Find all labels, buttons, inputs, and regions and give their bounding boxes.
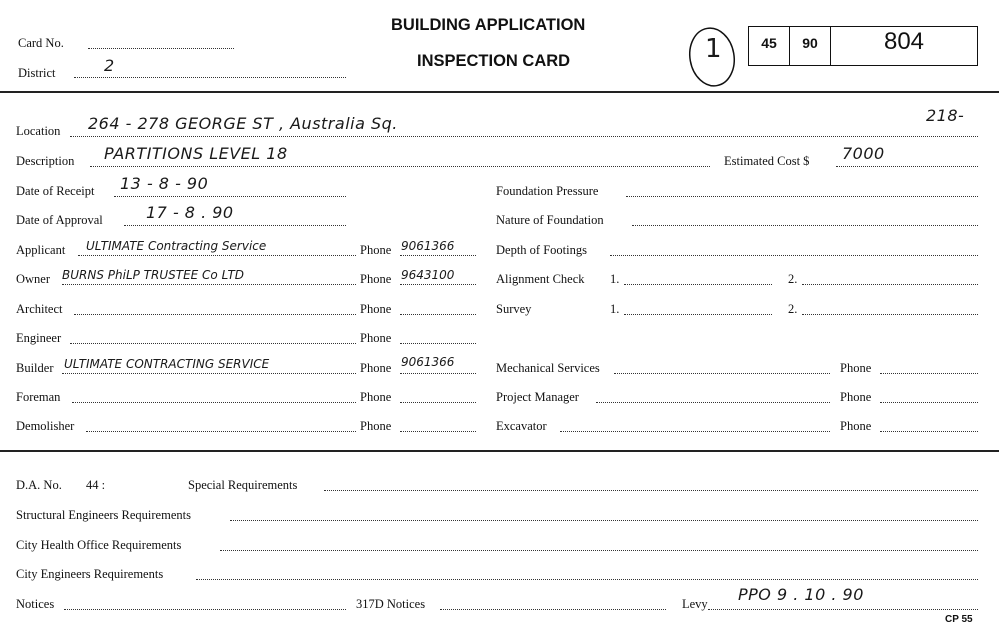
ref-box-b-value: 90 xyxy=(802,35,818,51)
notices-field[interactable] xyxy=(64,609,346,610)
notices-317d-field[interactable] xyxy=(440,609,666,610)
da-no-label: D.A. No. xyxy=(16,478,62,492)
builder-phone-label: Phone xyxy=(360,361,392,375)
levy-label: Levy xyxy=(682,597,708,611)
circled-number: 1 xyxy=(705,34,723,64)
title-line2: INSPECTION CARD xyxy=(417,52,571,70)
estimated-cost-field[interactable] xyxy=(836,166,978,167)
mechanical-phone-label: Phone xyxy=(840,361,872,375)
survey-field-2[interactable] xyxy=(802,314,978,315)
location-label: Location xyxy=(16,124,61,138)
special-requirements-field[interactable] xyxy=(324,490,978,491)
excavator-phone-label: Phone xyxy=(840,419,872,433)
project-manager-phone-label: Phone xyxy=(840,390,872,404)
foundation-pressure-label: Foundation Pressure xyxy=(496,184,599,198)
health-requirements-field[interactable] xyxy=(220,550,978,551)
builder-phone-value: 9061366 xyxy=(401,355,455,369)
depth-footings-label: Depth of Footings xyxy=(496,243,587,257)
notices-317d-label: 317D Notices xyxy=(356,597,426,611)
foundation-pressure-field[interactable] xyxy=(626,196,978,197)
levy-field[interactable] xyxy=(708,609,978,610)
architect-phone-label: Phone xyxy=(360,302,392,316)
foreman-phone-label: Phone xyxy=(360,390,392,404)
ref-box-c xyxy=(830,26,978,66)
architect-field[interactable] xyxy=(74,314,356,315)
applicant-phone-value: 9061366 xyxy=(401,239,455,253)
levy-value: PPO 9 . 10 . 90 xyxy=(738,585,864,604)
owner-field[interactable] xyxy=(62,284,356,285)
foreman-label: Foreman xyxy=(16,390,61,404)
demolisher-label: Demolisher xyxy=(16,419,75,433)
form-code: CP 55 xyxy=(945,614,973,625)
applicant-value: ULTIMATE Contracting Service xyxy=(86,239,267,253)
excavator-phone-field[interactable] xyxy=(880,431,978,432)
nature-foundation-label: Nature of Foundation xyxy=(496,213,604,227)
engineers-requirements-field[interactable] xyxy=(196,579,978,580)
demolisher-phone-label: Phone xyxy=(360,419,392,433)
district-field[interactable] xyxy=(74,77,346,78)
demolisher-phone-field[interactable] xyxy=(400,431,476,432)
special-requirements-label: Special Requirements xyxy=(188,478,298,492)
nature-foundation-field[interactable] xyxy=(632,225,978,226)
applicant-field[interactable] xyxy=(78,255,356,256)
applicant-label: Applicant xyxy=(16,243,66,257)
date-approval-field[interactable] xyxy=(124,225,346,226)
alignment-field-2[interactable] xyxy=(802,284,978,285)
foreman-field[interactable] xyxy=(72,402,356,403)
estimated-cost-label: Estimated Cost $ xyxy=(724,154,810,168)
alignment-check-label: Alignment Check xyxy=(496,272,585,286)
owner-phone-label: Phone xyxy=(360,272,392,286)
card-no-label: Card No. xyxy=(18,36,64,50)
date-receipt-field[interactable] xyxy=(114,196,346,197)
description-value: PARTITIONS LEVEL 18 xyxy=(104,144,288,163)
owner-value: BURNS PhiLP TRUSTEE Co LTD xyxy=(62,268,245,282)
applicant-phone-field[interactable] xyxy=(400,255,476,256)
mechanical-services-field[interactable] xyxy=(614,373,830,374)
date-approval-label: Date of Approval xyxy=(16,213,103,227)
title-line1: BUILDING APPLICATION xyxy=(391,16,586,34)
builder-field[interactable] xyxy=(62,373,356,374)
survey-label: Survey xyxy=(496,302,532,316)
builder-phone-field[interactable] xyxy=(400,373,476,374)
engineer-phone-label: Phone xyxy=(360,331,392,345)
owner-phone-value: 9643100 xyxy=(401,268,455,282)
foreman-phone-field[interactable] xyxy=(400,402,476,403)
district-label: District xyxy=(18,66,56,80)
da-no-value: 44 : xyxy=(86,478,106,492)
date-receipt-value: 13 - 8 - 90 xyxy=(120,174,209,193)
project-manager-label: Project Manager xyxy=(496,390,579,404)
project-manager-phone-field[interactable] xyxy=(880,402,978,403)
applicant-phone-label: Phone xyxy=(360,243,392,257)
engineer-label: Engineer xyxy=(16,331,62,345)
notices-label: Notices xyxy=(16,597,55,611)
description-label: Description xyxy=(16,154,75,168)
estimated-cost-value: 7000 xyxy=(842,144,885,163)
builder-value: ULTIMATE CONTRACTING SERVICE xyxy=(64,357,270,371)
alignment-field-1[interactable] xyxy=(624,284,772,285)
header-divider xyxy=(0,91,999,93)
excavator-field[interactable] xyxy=(560,431,830,432)
health-requirements-label: City Health Office Requirements xyxy=(16,538,182,552)
mechanical-phone-field[interactable] xyxy=(880,373,978,374)
ref-box-b xyxy=(789,26,831,66)
location-field[interactable] xyxy=(70,136,978,137)
structural-requirements-field[interactable] xyxy=(230,520,978,521)
survey-field-1[interactable] xyxy=(624,314,772,315)
alignment-num-1: 1. xyxy=(610,272,620,286)
demolisher-field[interactable] xyxy=(86,431,356,432)
architect-phone-field[interactable] xyxy=(400,314,476,315)
survey-num-2: 2. xyxy=(788,302,798,316)
district-value: 2 xyxy=(104,56,115,75)
excavator-label: Excavator xyxy=(496,419,547,433)
ref-box-c-value: 804 xyxy=(883,28,925,55)
owner-label: Owner xyxy=(16,272,51,286)
architect-label: Architect xyxy=(16,302,63,316)
engineers-requirements-label: City Engineers Requirements xyxy=(16,567,164,581)
date-approval-value: 17 - 8 . 90 xyxy=(146,203,234,222)
ref-box-a xyxy=(748,26,790,66)
card-no-field[interactable] xyxy=(88,48,234,49)
requirements-divider xyxy=(0,450,999,452)
margin-note: 218- xyxy=(926,106,965,125)
date-receipt-label: Date of Receipt xyxy=(16,184,95,198)
description-field[interactable] xyxy=(90,166,710,167)
builder-label: Builder xyxy=(16,361,54,375)
structural-requirements-label: Structural Engineers Requirements xyxy=(16,508,191,522)
location-value: 264 - 278 GEORGE ST , Australia Sq. xyxy=(88,114,398,133)
survey-num-1: 1. xyxy=(610,302,620,316)
owner-phone-field[interactable] xyxy=(400,284,476,285)
ref-box-a-value: 45 xyxy=(761,35,777,51)
engineer-field[interactable] xyxy=(70,343,356,344)
engineer-phone-field[interactable] xyxy=(400,343,476,344)
alignment-num-2: 2. xyxy=(788,272,798,286)
depth-footings-field[interactable] xyxy=(610,255,978,256)
project-manager-field[interactable] xyxy=(596,402,830,403)
mechanical-services-label: Mechanical Services xyxy=(496,361,600,375)
